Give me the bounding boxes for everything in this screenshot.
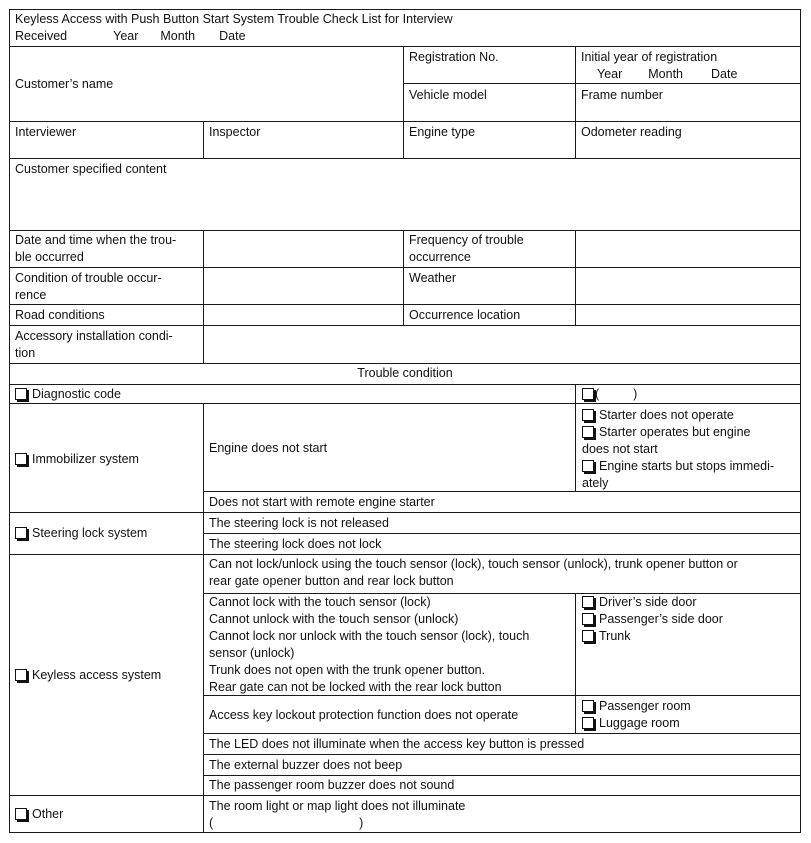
diagnostic-code-row bbox=[15, 386, 121, 403]
room-light-label: The room light or map light does not illuminate bbox=[209, 799, 466, 813]
rule bbox=[203, 121, 204, 158]
rule bbox=[9, 384, 801, 385]
odometer-reading-label: Odometer reading bbox=[581, 125, 682, 139]
luggage-room-checkbox[interactable] bbox=[582, 717, 594, 729]
immobilizer-options bbox=[582, 407, 774, 492]
rule bbox=[9, 158, 801, 159]
rule bbox=[403, 230, 404, 325]
option-trunk bbox=[582, 628, 723, 645]
date-label: Date bbox=[711, 67, 738, 81]
frequency-label bbox=[409, 232, 524, 266]
rule bbox=[575, 403, 576, 491]
option-passenger-room bbox=[582, 698, 691, 715]
starter-operates-label-cont: does not start bbox=[582, 442, 658, 456]
received-label: Received bbox=[15, 29, 68, 43]
steering-not-released: The steering lock is not released bbox=[209, 516, 389, 530]
accessory-label bbox=[15, 328, 173, 362]
remote-starter-label: Does not start with remote engine starter bbox=[209, 495, 435, 509]
keyless-lock-unlock-line1: Can not lock/unlock using the touch sensor (lock), touch sensor (unlock), trunk opener button or bbox=[209, 557, 738, 571]
rule bbox=[9, 325, 801, 326]
keyless-row bbox=[15, 667, 161, 684]
rule bbox=[9, 230, 801, 231]
starter-operates-label: Starter operates but engine bbox=[599, 425, 751, 439]
external-buzzer: The external buzzer does not beep bbox=[209, 758, 403, 772]
paren-close: ) bbox=[633, 387, 638, 401]
month-label: Month bbox=[648, 67, 684, 81]
rule bbox=[203, 533, 801, 534]
rule bbox=[403, 46, 404, 158]
engine-stops-label-cont: ately bbox=[582, 476, 609, 490]
rule bbox=[575, 46, 576, 158]
accessory-label-line1: Accessory installation condi- bbox=[15, 329, 173, 343]
keyless-label: Keyless access system bbox=[32, 668, 162, 682]
form-title: Keyless Access with Push Button Start System Trouble Check List for Interview bbox=[15, 12, 453, 26]
option-luggage-room bbox=[582, 715, 691, 732]
drivers-door-label: Driver’s side door bbox=[599, 595, 697, 609]
passengers-door-label: Passenger’s side door bbox=[599, 612, 723, 626]
luggage-room-label: Luggage room bbox=[599, 716, 680, 730]
option-starter-not-operate bbox=[582, 407, 774, 424]
rule bbox=[203, 754, 801, 755]
rule bbox=[575, 593, 576, 733]
occurrence-location-label: Occurrence location bbox=[409, 308, 521, 322]
rule bbox=[203, 733, 801, 734]
starter-not-operate-label: Starter does not operate bbox=[599, 408, 734, 422]
rule bbox=[9, 403, 801, 404]
keyless-lock-unlock-line2: rear gate opener button and rear lock button bbox=[209, 574, 454, 588]
sensor-issue-line: Cannot lock with the touch sensor (lock) bbox=[209, 595, 431, 609]
rule bbox=[9, 512, 801, 513]
trouble-condition-heading: Trouble condition bbox=[357, 366, 453, 380]
sensor-issue-line: Trunk does not open with the trunk opener button. bbox=[209, 663, 486, 677]
engine-stops-label: Engine starts but stops immedi- bbox=[599, 459, 775, 473]
drivers-door-checkbox[interactable] bbox=[582, 596, 594, 608]
immobilizer-label: Immobilizer system bbox=[32, 452, 139, 466]
rule bbox=[575, 230, 576, 325]
room-options bbox=[582, 698, 691, 732]
frame-number-label: Frame number bbox=[581, 88, 663, 102]
other-entry bbox=[209, 815, 363, 832]
rule bbox=[9, 267, 801, 268]
sensor-issue-line: Cannot lock nor unlock with the touch sensor (lock), touch bbox=[209, 629, 530, 643]
year-label: Year bbox=[597, 67, 623, 81]
diagnostic-code-entry bbox=[582, 386, 637, 403]
inspector-label: Inspector bbox=[209, 125, 261, 139]
engine-stops-checkbox[interactable] bbox=[582, 460, 594, 472]
year-label: Year bbox=[113, 29, 139, 43]
rule bbox=[9, 9, 10, 833]
starter-not-operate-checkbox[interactable] bbox=[582, 409, 594, 421]
steering-checkbox[interactable] bbox=[15, 527, 27, 539]
paren-open: ( bbox=[595, 387, 600, 401]
initial-year-date-line bbox=[597, 66, 737, 83]
sensor-issue-line: sensor (unlock) bbox=[209, 646, 295, 660]
option-starter-operates bbox=[582, 424, 774, 441]
condition-label-line2: rence bbox=[15, 288, 47, 302]
rule bbox=[9, 795, 801, 796]
other-row bbox=[15, 806, 63, 823]
other-checkbox[interactable] bbox=[15, 808, 27, 820]
keyless-sensor-issues bbox=[209, 594, 529, 696]
frequency-label-line1: Frequency of trouble bbox=[409, 233, 524, 247]
interviewer-label: Interviewer bbox=[15, 125, 77, 139]
diagnostic-code-checkbox[interactable] bbox=[15, 388, 27, 400]
trunk-label: Trunk bbox=[599, 629, 631, 643]
rule bbox=[9, 9, 801, 10]
lockout-protection-label: Access key lockout protection function does not operate bbox=[209, 708, 519, 722]
rule bbox=[203, 775, 801, 776]
sensor-issue-line: Rear gate can not be locked with the rear lock button bbox=[209, 680, 502, 694]
road-conditions-label: Road conditions bbox=[15, 308, 105, 322]
condition-label bbox=[15, 270, 162, 304]
registration-no-label: Registration No. bbox=[409, 50, 499, 64]
rule bbox=[403, 83, 801, 84]
immobilizer-row bbox=[15, 451, 139, 468]
date-time-label-line2: ble occurred bbox=[15, 250, 84, 264]
rule bbox=[9, 554, 801, 555]
option-passengers-door bbox=[582, 611, 723, 628]
led-not-illuminate: The LED does not illuminate when the access key button is pressed bbox=[209, 737, 585, 751]
frequency-label-line2: occurrence bbox=[409, 250, 471, 264]
condition-label-line1: Condition of trouble occur- bbox=[15, 271, 162, 285]
immobilizer-checkbox[interactable] bbox=[15, 453, 27, 465]
steering-not-lock: The steering lock does not lock bbox=[209, 537, 382, 551]
date-time-label-line1: Date and time when the trou- bbox=[15, 233, 177, 247]
diagnostic-code-label: Diagnostic code bbox=[32, 387, 121, 401]
vehicle-model-label: Vehicle model bbox=[409, 88, 487, 102]
steering-row bbox=[15, 525, 147, 542]
rule bbox=[575, 384, 576, 403]
month-label: Month bbox=[160, 29, 196, 43]
rule bbox=[9, 363, 801, 364]
rule bbox=[800, 9, 801, 833]
customer-content-label: Customer specified content bbox=[15, 162, 167, 176]
engine-type-label: Engine type bbox=[409, 125, 476, 139]
rule bbox=[203, 230, 204, 363]
diagnostic-code-entry-checkbox[interactable] bbox=[582, 388, 594, 400]
passengers-door-checkbox[interactable] bbox=[582, 613, 594, 625]
trouble-check-list-form bbox=[9, 9, 801, 833]
date-time-label bbox=[15, 232, 176, 266]
rule bbox=[9, 46, 801, 47]
door-options bbox=[582, 594, 723, 645]
sensor-issue-line: Cannot unlock with the touch sensor (unlock) bbox=[209, 612, 459, 626]
passenger-room-checkbox[interactable] bbox=[582, 700, 594, 712]
starter-operates-checkbox[interactable] bbox=[582, 426, 594, 438]
rule bbox=[9, 121, 801, 122]
received-date-line bbox=[15, 28, 246, 45]
steering-label: Steering lock system bbox=[32, 526, 148, 540]
paren-open: ( bbox=[209, 816, 214, 830]
option-engine-stops bbox=[582, 458, 774, 475]
keyless-checkbox[interactable] bbox=[15, 669, 27, 681]
option-drivers-door bbox=[582, 594, 723, 611]
passenger-room-label: Passenger room bbox=[599, 699, 691, 713]
initial-year-label: Initial year of registration bbox=[581, 50, 718, 64]
rule bbox=[9, 832, 801, 833]
paren-close: ) bbox=[359, 816, 364, 830]
trunk-checkbox[interactable] bbox=[582, 630, 594, 642]
weather-label: Weather bbox=[409, 271, 457, 285]
other-label: Other bbox=[32, 807, 64, 821]
date-label: Date bbox=[219, 29, 246, 43]
accessory-label-line2: tion bbox=[15, 346, 36, 360]
keyless-lock-unlock bbox=[209, 556, 738, 590]
rule bbox=[203, 403, 204, 832]
passenger-buzzer: The passenger room buzzer does not sound bbox=[209, 778, 455, 792]
engine-not-start-label: Engine does not start bbox=[209, 441, 328, 455]
rule bbox=[9, 304, 801, 305]
customers-name-label: Customer’s name bbox=[15, 77, 114, 91]
